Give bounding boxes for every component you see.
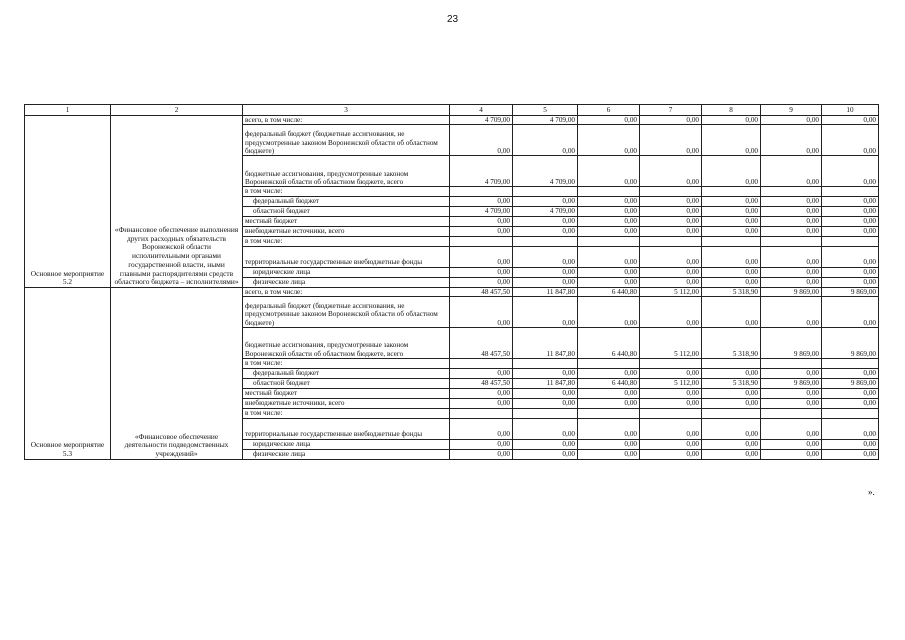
measure-name-cell: Основное мероприятие 5.3 <box>25 287 111 459</box>
amount-cell: 0,00 <box>761 116 822 125</box>
amount-cell: 0,00 <box>822 449 879 459</box>
measure-title-cell: «Финансовое обеспечение выполнения других расходных обязательств Воронежской области исполнительными органами государственной власти, ными главными распорядителями средств областного бюджета – исполнителями» <box>111 116 243 288</box>
amount-cell: 0,00 <box>513 388 578 398</box>
header-cell: 10 <box>822 105 879 116</box>
amount-cell: 0,00 <box>640 196 702 206</box>
funding-source-cell: физические лица <box>243 449 450 459</box>
amount-cell <box>702 408 761 418</box>
amount-cell: 11 847,80 <box>513 378 578 388</box>
amount-cell <box>761 236 822 246</box>
amount-cell: 0,00 <box>640 418 702 439</box>
amount-cell: 0,00 <box>640 206 702 216</box>
amount-cell: 9 869,00 <box>822 378 879 388</box>
amount-cell: 0,00 <box>450 216 513 226</box>
funding-source-cell: федеральный бюджет (бюджетные ассигнования, не предусмотренные законом Воронежской области об областном бюджете) <box>243 297 450 328</box>
amount-cell: 5 112,00 <box>640 287 702 296</box>
amount-cell <box>640 359 702 368</box>
amount-cell: 0,00 <box>578 206 640 216</box>
amount-cell <box>450 187 513 196</box>
amount-cell <box>578 408 640 418</box>
amount-cell: 0,00 <box>640 267 702 277</box>
amount-cell: 0,00 <box>761 277 822 287</box>
amount-cell: 0,00 <box>513 277 578 287</box>
amount-cell: 0,00 <box>640 116 702 125</box>
amount-cell <box>513 359 578 368</box>
amount-cell: 0,00 <box>450 418 513 439</box>
amount-cell: 0,00 <box>450 449 513 459</box>
header-cell: 1 <box>25 105 111 116</box>
amount-cell: 9 869,00 <box>761 328 822 359</box>
closing-quote-mark: ». <box>868 487 875 497</box>
funding-source-cell: юридические лица <box>243 267 450 277</box>
amount-cell: 0,00 <box>822 368 879 378</box>
amount-cell: 0,00 <box>822 196 879 206</box>
amount-cell: 5 318,90 <box>702 287 761 296</box>
amount-cell: 5 112,00 <box>640 378 702 388</box>
amount-cell <box>761 187 822 196</box>
funding-source-cell: территориальные государственные внебюджетные фонды <box>243 246 450 267</box>
amount-cell: 0,00 <box>450 388 513 398</box>
amount-cell: 4 709,00 <box>450 206 513 216</box>
amount-cell <box>640 408 702 418</box>
amount-cell: 0,00 <box>640 449 702 459</box>
amount-cell: 9 869,00 <box>822 287 879 296</box>
amount-cell: 0,00 <box>450 398 513 408</box>
funding-source-cell: в том числе: <box>243 236 450 246</box>
amount-cell <box>450 408 513 418</box>
amount-cell: 48 457,50 <box>450 287 513 296</box>
amount-cell: 0,00 <box>761 216 822 226</box>
amount-cell: 0,00 <box>822 116 879 125</box>
header-cell: 4 <box>450 105 513 116</box>
amount-cell: 0,00 <box>640 226 702 236</box>
amount-cell: 0,00 <box>702 206 761 216</box>
amount-cell: 0,00 <box>578 388 640 398</box>
amount-cell: 0,00 <box>578 246 640 267</box>
amount-cell: 0,00 <box>640 388 702 398</box>
amount-cell: 0,00 <box>761 297 822 328</box>
amount-cell: 0,00 <box>450 277 513 287</box>
amount-cell: 0,00 <box>578 116 640 125</box>
amount-cell: 0,00 <box>513 297 578 328</box>
amount-cell: 0,00 <box>578 196 640 206</box>
amount-cell: 0,00 <box>822 398 879 408</box>
amount-cell: 4 709,00 <box>450 116 513 125</box>
funding-source-cell: федеральный бюджет <box>243 196 450 206</box>
funding-source-cell: местный бюджет <box>243 388 450 398</box>
amount-cell: 0,00 <box>822 388 879 398</box>
amount-cell: 0,00 <box>450 267 513 277</box>
amount-cell: 0,00 <box>450 368 513 378</box>
amount-cell: 48 457,50 <box>450 378 513 388</box>
amount-cell: 0,00 <box>702 226 761 236</box>
amount-cell: 4 709,00 <box>513 206 578 216</box>
amount-cell: 0,00 <box>822 297 879 328</box>
amount-cell: 0,00 <box>822 125 879 156</box>
amount-cell: 0,00 <box>702 418 761 439</box>
amount-cell <box>578 359 640 368</box>
funding-source-cell: федеральный бюджет (бюджетные ассигнования, не предусмотренные законом Воронежской области об областном бюджете) <box>243 125 450 156</box>
amount-cell: 0,00 <box>822 267 879 277</box>
amount-cell: 0,00 <box>450 196 513 206</box>
amount-cell: 0,00 <box>822 246 879 267</box>
amount-cell: 0,00 <box>513 368 578 378</box>
amount-cell: 0,00 <box>513 267 578 277</box>
amount-cell: 0,00 <box>513 226 578 236</box>
funding-source-cell: юридические лица <box>243 439 450 449</box>
table-row <box>25 116 879 125</box>
budget-table <box>24 104 879 460</box>
amount-cell: 0,00 <box>640 368 702 378</box>
amount-cell: 6 440,80 <box>578 328 640 359</box>
funding-source-cell: бюджетные ассигнования, предусмотренные законом Воронежской области об областном бюджете, всего <box>243 156 450 187</box>
amount-cell: 0,00 <box>640 277 702 287</box>
amount-cell: 0,00 <box>702 267 761 277</box>
amount-cell: 9 869,00 <box>822 328 879 359</box>
header-cell: 7 <box>640 105 702 116</box>
amount-cell: 0,00 <box>640 246 702 267</box>
amount-cell: 0,00 <box>702 196 761 206</box>
amount-cell: 0,00 <box>513 418 578 439</box>
amount-cell: 0,00 <box>761 439 822 449</box>
amount-cell: 0,00 <box>450 297 513 328</box>
amount-cell <box>822 187 879 196</box>
funding-source-cell: территориальные государственные внебюджетные фонды <box>243 418 450 439</box>
header-cell: 2 <box>111 105 243 116</box>
amount-cell: 48 457,50 <box>450 328 513 359</box>
amount-cell: 0,00 <box>761 206 822 216</box>
amount-cell: 0,00 <box>578 216 640 226</box>
header-row <box>25 105 879 116</box>
funding-source-cell: в том числе: <box>243 408 450 418</box>
table-body <box>25 116 879 460</box>
amount-cell: 0,00 <box>761 267 822 277</box>
amount-cell: 0,00 <box>702 116 761 125</box>
funding-source-cell: бюджетные ассигнования, предусмотренные законом Воронежской области об областном бюджете, всего <box>243 328 450 359</box>
amount-cell: 0,00 <box>513 196 578 206</box>
amount-cell <box>702 359 761 368</box>
funding-source-cell: всего, в том числе: <box>243 116 450 125</box>
amount-cell: 0,00 <box>822 216 879 226</box>
amount-cell: 0,00 <box>822 156 879 187</box>
header-cell: 5 <box>513 105 578 116</box>
amount-cell <box>702 236 761 246</box>
amount-cell: 0,00 <box>578 156 640 187</box>
amount-cell: 0,00 <box>450 226 513 236</box>
amount-cell: 0,00 <box>578 267 640 277</box>
header-cell: 6 <box>578 105 640 116</box>
amount-cell: 0,00 <box>702 439 761 449</box>
amount-cell: 0,00 <box>822 226 879 236</box>
amount-cell: 0,00 <box>761 388 822 398</box>
amount-cell: 0,00 <box>702 125 761 156</box>
amount-cell: 0,00 <box>578 125 640 156</box>
amount-cell <box>702 187 761 196</box>
amount-cell <box>640 236 702 246</box>
amount-cell: 0,00 <box>761 196 822 206</box>
amount-cell: 4 709,00 <box>513 156 578 187</box>
amount-cell: 0,00 <box>640 156 702 187</box>
amount-cell <box>761 359 822 368</box>
amount-cell <box>450 359 513 368</box>
amount-cell: 0,00 <box>578 226 640 236</box>
funding-source-cell: физические лица <box>243 277 450 287</box>
funding-source-cell: всего, в том числе: <box>243 287 450 296</box>
amount-cell: 0,00 <box>702 398 761 408</box>
amount-cell: 0,00 <box>702 246 761 267</box>
amount-cell <box>640 187 702 196</box>
amount-cell: 9 869,00 <box>761 287 822 296</box>
amount-cell <box>761 408 822 418</box>
amount-cell: 0,00 <box>702 449 761 459</box>
amount-cell: 0,00 <box>761 398 822 408</box>
amount-cell: 9 869,00 <box>761 378 822 388</box>
amount-cell: 5 112,00 <box>640 328 702 359</box>
amount-cell: 0,00 <box>702 277 761 287</box>
amount-cell: 0,00 <box>450 125 513 156</box>
amount-cell: 0,00 <box>450 439 513 449</box>
amount-cell: 0,00 <box>761 226 822 236</box>
funding-source-cell: в том числе: <box>243 187 450 196</box>
amount-cell: 0,00 <box>640 398 702 408</box>
header-cell: 8 <box>702 105 761 116</box>
amount-cell: 0,00 <box>761 125 822 156</box>
amount-cell: 11 847,80 <box>513 287 578 296</box>
amount-cell: 0,00 <box>640 439 702 449</box>
amount-cell: 0,00 <box>513 439 578 449</box>
amount-cell: 0,00 <box>578 297 640 328</box>
amount-cell: 6 440,80 <box>578 378 640 388</box>
amount-cell: 0,00 <box>640 125 702 156</box>
funding-source-cell: внебюджетные источники, всего <box>243 226 450 236</box>
amount-cell: 0,00 <box>513 398 578 408</box>
funding-source-cell: местный бюджет <box>243 216 450 226</box>
amount-cell: 5 318,90 <box>702 378 761 388</box>
measure-title-cell: «Финансовое обеспечение деятельности подведомственных учреждений» <box>111 287 243 459</box>
funding-source-cell: внебюджетные источники, всего <box>243 398 450 408</box>
amount-cell: 0,00 <box>761 246 822 267</box>
funding-source-cell: областной бюджет <box>243 378 450 388</box>
amount-cell: 0,00 <box>578 368 640 378</box>
amount-cell: 0,00 <box>702 368 761 378</box>
page-number: 23 <box>446 14 459 25</box>
amount-cell: 6 440,80 <box>578 287 640 296</box>
amount-cell: 0,00 <box>822 439 879 449</box>
amount-cell: 0,00 <box>702 216 761 226</box>
amount-cell: 0,00 <box>578 449 640 459</box>
table-row <box>25 287 879 296</box>
amount-cell <box>513 187 578 196</box>
header-cell: 9 <box>761 105 822 116</box>
amount-cell <box>578 236 640 246</box>
amount-cell <box>513 236 578 246</box>
amount-cell: 0,00 <box>578 439 640 449</box>
amount-cell: 0,00 <box>822 277 879 287</box>
amount-cell: 0,00 <box>702 297 761 328</box>
funding-source-cell: в том числе: <box>243 359 450 368</box>
amount-cell: 0,00 <box>761 418 822 439</box>
amount-cell: 0,00 <box>761 156 822 187</box>
amount-cell: 0,00 <box>640 297 702 328</box>
amount-cell: 0,00 <box>702 388 761 398</box>
amount-cell: 0,00 <box>822 418 879 439</box>
amount-cell <box>822 359 879 368</box>
amount-cell: 4 709,00 <box>450 156 513 187</box>
funding-source-cell: федеральный бюджет <box>243 368 450 378</box>
amount-cell: 0,00 <box>513 449 578 459</box>
amount-cell: 0,00 <box>513 216 578 226</box>
amount-cell: 5 318,90 <box>702 328 761 359</box>
amount-cell: 0,00 <box>513 246 578 267</box>
amount-cell: 0,00 <box>513 125 578 156</box>
amount-cell: 0,00 <box>702 156 761 187</box>
amount-cell: 11 847,80 <box>513 328 578 359</box>
amount-cell: 0,00 <box>578 418 640 439</box>
amount-cell: 0,00 <box>578 398 640 408</box>
amount-cell: 0,00 <box>640 216 702 226</box>
amount-cell: 0,00 <box>761 449 822 459</box>
measure-name-cell: Основное мероприятие 5.2 <box>25 116 111 288</box>
amount-cell: 4 709,00 <box>513 116 578 125</box>
amount-cell <box>578 187 640 196</box>
amount-cell <box>822 408 879 418</box>
amount-cell <box>513 408 578 418</box>
amount-cell: 0,00 <box>578 277 640 287</box>
amount-cell <box>450 236 513 246</box>
amount-cell: 0,00 <box>450 246 513 267</box>
amount-cell: 0,00 <box>822 206 879 216</box>
header-cell: 3 <box>243 105 450 116</box>
amount-cell <box>822 236 879 246</box>
funding-source-cell: областной бюджет <box>243 206 450 216</box>
amount-cell: 0,00 <box>761 368 822 378</box>
